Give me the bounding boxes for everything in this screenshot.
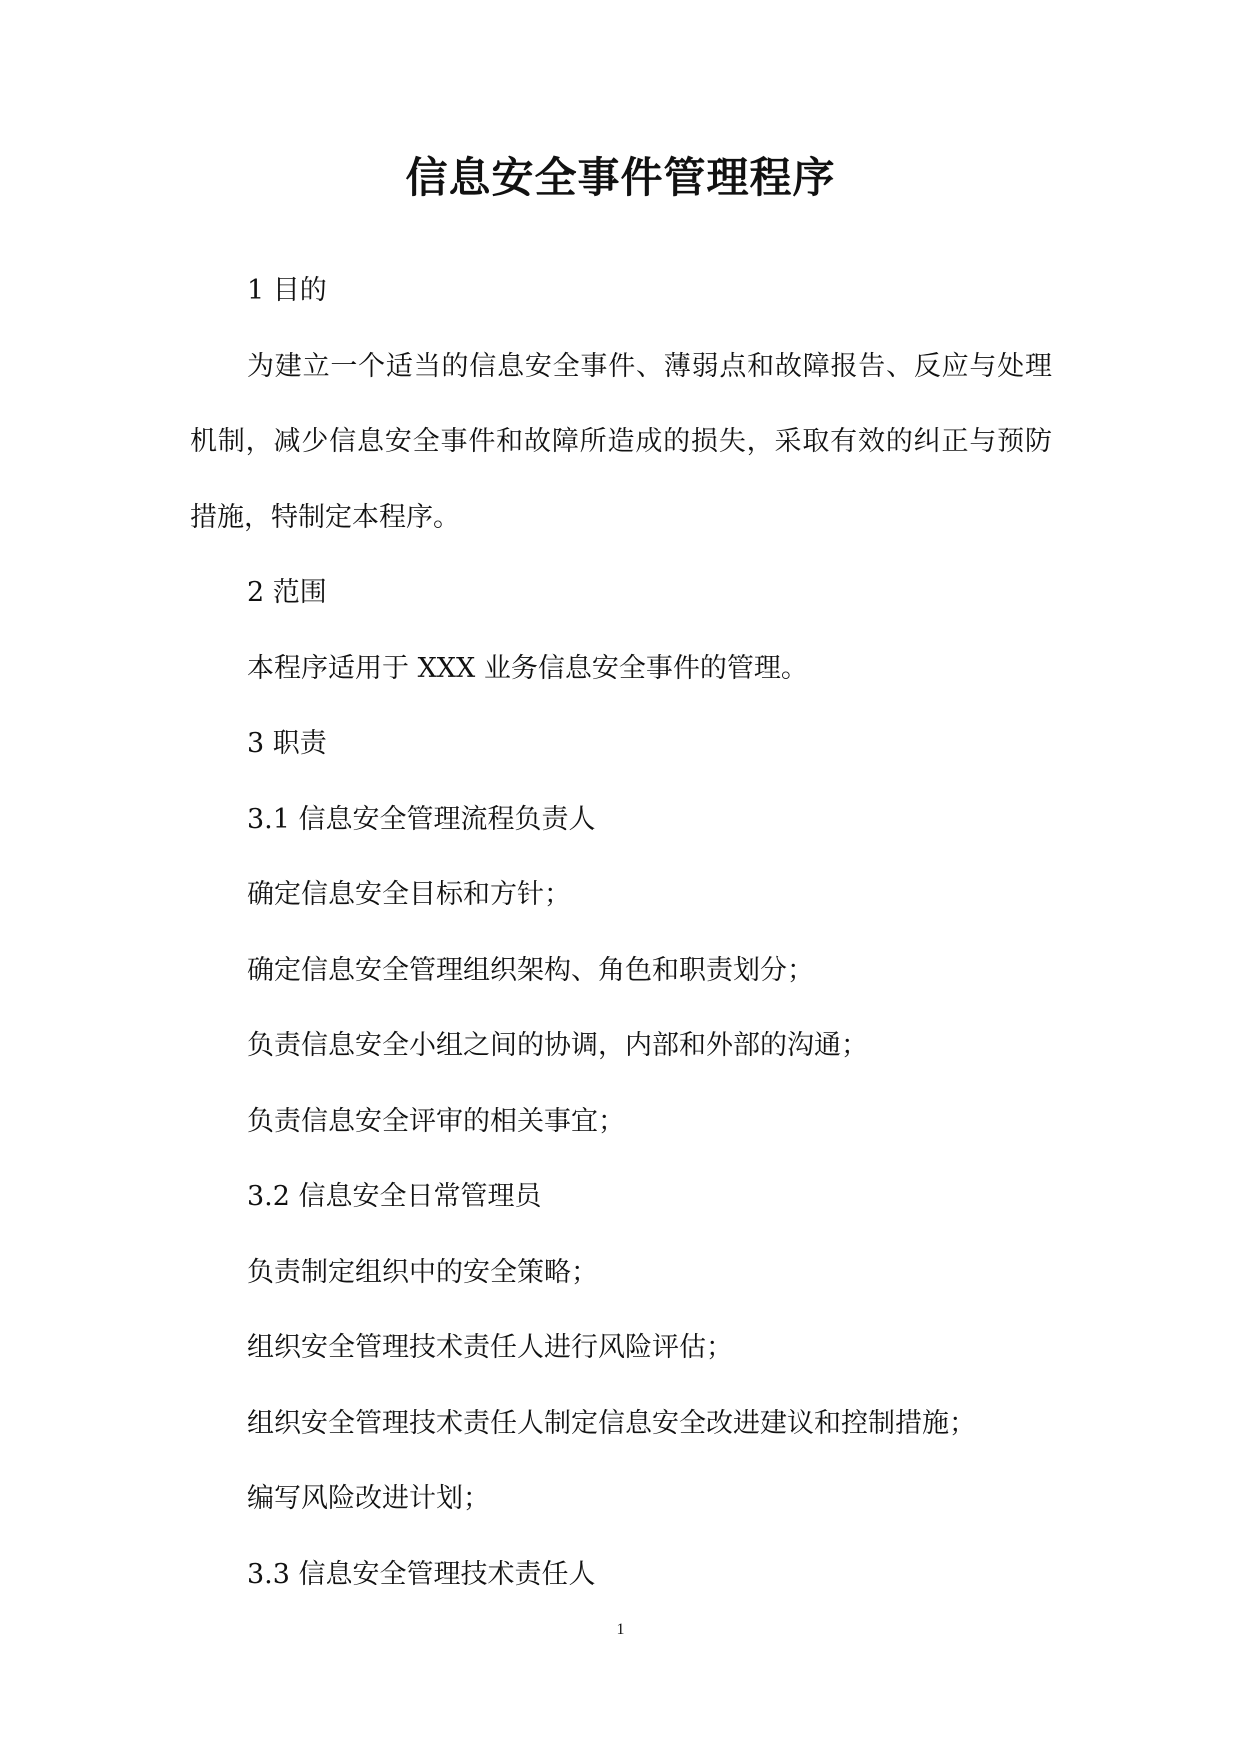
- scope-paragraph: 本程序适用于 XXX 业务信息安全事件的管理。: [247, 652, 808, 684]
- document-title: 信息安全事件管理程序: [405, 153, 836, 202]
- page-number: 1: [616, 1621, 625, 1638]
- subsection-heading-daily-administrator: 3.2 信息安全日常管理员: [247, 1181, 542, 1212]
- list-item: 负责信息安全评审的相关事宜；: [247, 1105, 625, 1137]
- subsection-heading-technical-owner: 3.3 信息安全管理技术责任人: [247, 1558, 596, 1590]
- list-item: 组织安全管理技术责任人进行风险评估；: [247, 1332, 733, 1363]
- section-heading-scope: 2 范围: [247, 577, 327, 608]
- list-item: 确定信息安全目标和方针；: [247, 879, 571, 910]
- section-heading-responsibilities: 3 职责: [247, 728, 327, 759]
- list-item: 编写风险改进计划；: [247, 1483, 490, 1514]
- list-item: 负责信息安全小组之间的协调，内部和外部的沟通；: [247, 1030, 868, 1061]
- document-body: [190, 253, 1052, 1612]
- subsection-heading-process-owner: 3.1 信息安全管理流程负责人: [247, 803, 596, 835]
- list-item: 负责制定组织中的安全策略；: [247, 1256, 598, 1288]
- list-item: 组织安全管理技术责任人制定信息安全改进建议和控制措施；: [247, 1407, 976, 1439]
- purpose-paragraph: 为建立一个适当的信息安全事件、薄弱点和故障报告、反应与处理机制，减少信息安全事件和故障所造成的损失，采取有效的纠正与预防措施，特制定本程序。: [190, 350, 1052, 533]
- section-heading-purpose: 1 目的: [247, 275, 327, 306]
- list-item: 确定信息安全管理组织架构、角色和职责划分；: [247, 954, 814, 986]
